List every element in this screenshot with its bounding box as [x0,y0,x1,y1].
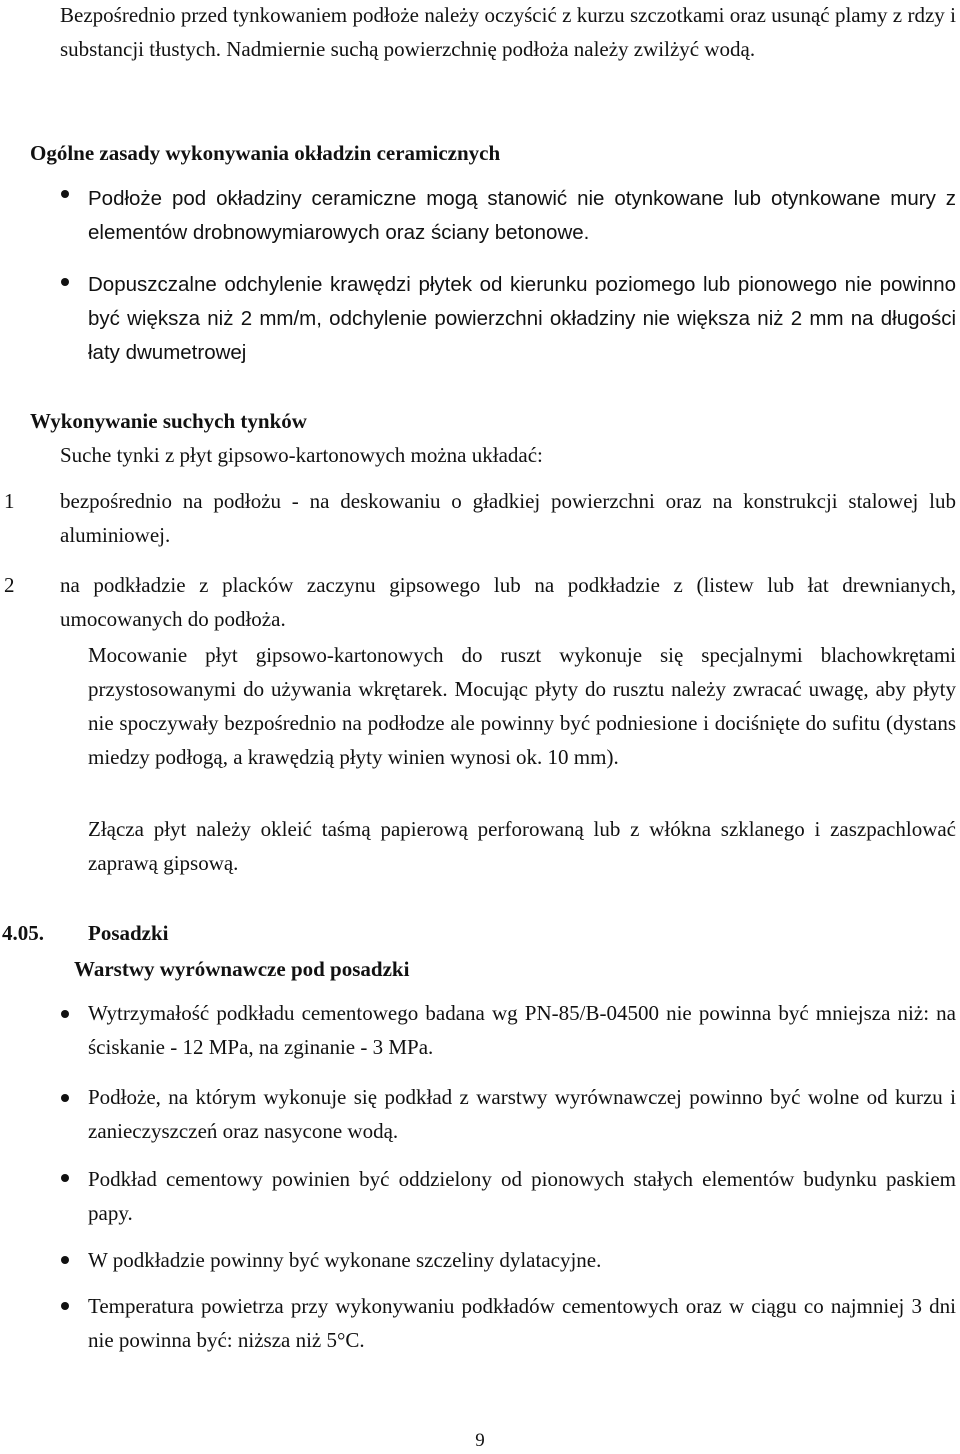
bullet-marker [61,1302,69,1310]
ceramic-item-2: Dopuszczalne odchylenie krawędzi płytek od kierunku poziomego lub pionowego nie powinno być większa niż 2 mm/m, odchylenie powierzchni okładziny nie większa niż 2 mm na długości łaty dwumetrowej [88,273,956,364]
dry-plaster-heading: Wykonywanie suchych tynków [30,409,307,433]
dry-plaster-item-1: bezpośrednio na podłożu - na deskowaniu o gładkiej powierzchni oraz na konstrukcji stalowej lub aluminiowej. [60,489,956,547]
dry-plaster-lead: Suche tynki z płyt gipsowo-kartonowych można układać: [60,443,543,467]
intro-paragraph: Bezpośrednio przed tynkowaniem podłoże należy oczyścić z kurzu szczotkami oraz usunąć plamy z rdzy i substancji tłustych. Nadmiernie suchą powierzchnię podłoża należy zwilżyć wodą. [60,3,956,61]
dry-plaster-item-2: na podkładzie z placków zaczynu gipsowego lub na podkładzie z (listew lub łat drewnianych, umocowanych do podłoża. [60,573,956,631]
section-title: Posadzki [88,921,169,945]
mounting-paragraph: Mocowanie płyt gipsowo-kartonowych do ruszt wykonuje się specjalnymi blachowkrętami przystosowanymi do używania wkrętarek. Mocując płyty do rusztu należy zwracać uwagę, aby płyty nie spoczywały bezpośrednio na podłodze ale powinny być podniesione i dociśnięte do sufitu (dystans miedzy podłogą, a krawędzią płyty winien wynosi ok. 10 mm). [88,643,956,769]
section-number: 4.05. [2,921,44,945]
list-number: 1 [4,489,15,513]
list-number: 2 [4,573,15,597]
floors-item-3: Podkład cementowy powinien być oddzielony od pionowych stałych elementów budynku paskiem papy. [88,1167,956,1225]
floors-item-1: Wytrzymałość podkładu cementowego badana wg PN-85/B-04500 nie powinna być mniejsza niż: na ściskanie - 12 MPa, na zginanie - 3 MPa. [88,1001,956,1059]
bullet-marker [61,1174,69,1182]
bullet-marker [61,190,69,198]
ceramic-item-1: Podłoże pod okładziny ceramiczne mogą stanowić nie otynkowane lub otynkowane mury z elementów drobnowymiarowych oraz ściany betonowe. [88,187,956,244]
bullet-marker [61,1010,69,1018]
floors-subheading: Warstwy wyrównawcze pod posadzki [74,957,410,981]
floors-item-2: Podłoże, na którym wykonuje się podkład z warstwy wyrównawczej powinno być wolne od kurzu i zanieczyszczeń oraz nasycone wodą. [88,1085,956,1143]
floors-item-4: W podkładzie powinny być wykonane szczeliny dylatacyjne. [88,1248,602,1272]
bullet-marker [61,1256,69,1264]
bullet-marker [61,1094,69,1102]
ceramic-heading: Ogólne zasady wykonywania okładzin ceramicznych [30,141,501,165]
floors-item-5: Temperatura powietrza przy wykonywaniu podkładów cementowych oraz w ciągu co najmniej 3 dni nie powinna być: niższa niż 5°C. [88,1294,956,1352]
joints-paragraph: Złącza płyt należy okleić taśmą papierową perforowaną lub z włókna szklanego i zaszpachlować zaprawą gipsową. [88,817,956,875]
page-number: 9 [475,1430,485,1451]
bullet-marker [61,278,69,286]
